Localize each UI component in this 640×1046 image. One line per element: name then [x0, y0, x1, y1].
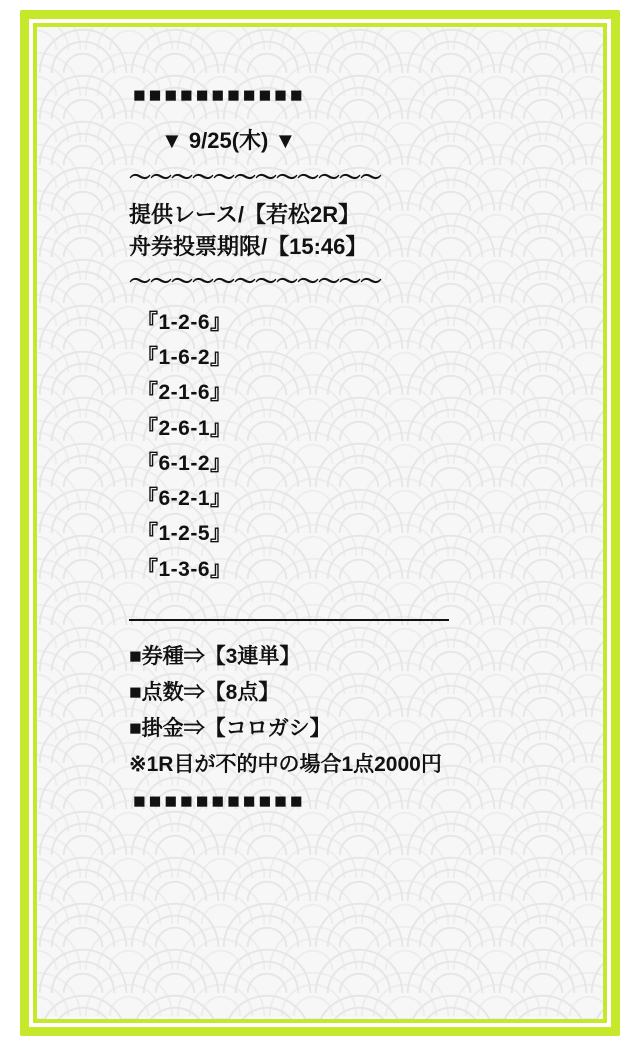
- list-item: 『1-3-6』: [137, 557, 232, 581]
- horizontal-rule: [129, 619, 449, 621]
- list-item: 『2-6-1』: [137, 416, 232, 440]
- outer-green-frame: [20, 10, 620, 1036]
- inner-green-frame: [33, 23, 607, 1023]
- deadline-info: 舟券投票期限/【15:46】: [129, 233, 368, 259]
- pick-list: [37, 305, 603, 587]
- list-item: 『1-2-6』: [137, 310, 232, 334]
- list-item: 『6-1-2』: [137, 451, 232, 475]
- ticket-type-line: ■券種⇒【3連単】: [129, 644, 301, 668]
- wave-divider-bottom: 〜〜〜〜〜〜〜〜〜〜〜〜: [129, 268, 382, 294]
- stake-line: ■掛金⇒【コロガシ】: [129, 717, 331, 741]
- date-heading: ▼ 9/25(木) ▼: [161, 128, 297, 153]
- wave-divider-top: 〜〜〜〜〜〜〜〜〜〜〜〜: [129, 165, 382, 190]
- race-info: 提供レース/【若松2R】: [129, 202, 361, 227]
- points-line: ■点数⇒【8点】: [129, 681, 280, 705]
- list-item: 『6-2-1』: [137, 487, 232, 511]
- white-gap-frame: [29, 19, 611, 1027]
- list-item: 『1-2-5』: [137, 522, 232, 546]
- note-line: ※1R目が不的中の場合1点2000円: [129, 753, 442, 777]
- wave-pattern-content: [37, 27, 603, 1019]
- document-body: [37, 27, 603, 812]
- bottom-square-divider: ■■■■■■■■■■■: [133, 790, 306, 814]
- list-item: 『2-1-6』: [137, 381, 232, 405]
- list-item: 『1-6-2』: [137, 346, 232, 370]
- top-square-divider: ■■■■■■■■■■■: [133, 84, 306, 107]
